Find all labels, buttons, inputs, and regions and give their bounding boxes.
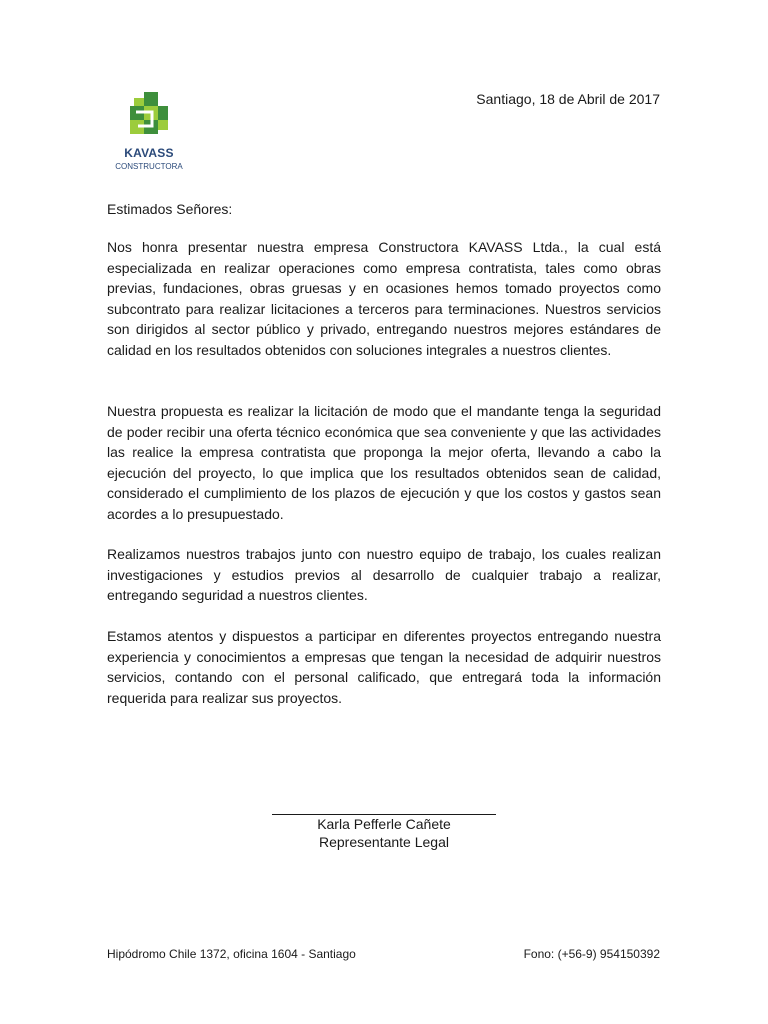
signatory-title: Representante Legal	[319, 834, 449, 850]
footer-phone: Fono: (+56-9) 954150392	[523, 947, 660, 961]
paragraph-4: Estamos atentos y dispuestos a participar en diferentes proyectos entregando nuestra experiencia y conocimientos a empresas que tengan la necesidad de adquirir nuestros servicios, contando con el personal calificado, que entregará toda la información requerida para realizar sus proyectos.	[107, 628, 661, 706]
paragraph-2: Nuestra propuesta es realizar la licitación de modo que el mandante tenga la seguridad de poder recibir una oferta técnico económica que sea conveniente y que las actividades las realice la empresa contratista que proponga la mejor oferta, llevando a cabo la ejecución del proyecto, lo que implica que los resultados obtenidos sean de calidad, considerado el cumplimiento de los plazos de ejecución y que los costos y gastos sean acordes a lo presupuestado.	[107, 403, 661, 522]
company-logo	[108, 90, 190, 180]
signature-block	[260, 800, 508, 851]
logo-subtitle: CONSTRUCTORA	[115, 162, 183, 171]
kavass-logo-icon	[108, 90, 190, 146]
paragraph-3: Realizamos nuestros trabajos junto con nuestro equipo de trabajo, los cuales realizan investigaciones y estudios previos al desarrollo de cualquier trabajo a realizar, entregando seguridad a nuestros clientes.	[107, 546, 661, 603]
paragraph-1: Nos honra presentar nuestra empresa Constructora KAVASS Ltda., la cual está especializada en realizar operaciones como empresa contratista, tales como obras previas, fundaciones, obras gruesas y en ocasiones hemos tomado proyectos como subcontrato para realizar licitaciones a terceros para terminaciones. Nuestros servicios son dirigidos al sector público y privado, entregando nuestros mejores estándares de calidad en los resultados obtenidos con soluciones integrales a nuestros clientes.	[107, 239, 661, 358]
greeting: Estimados Señores:	[107, 201, 233, 217]
signatory-name: Karla Pefferle Cañete	[317, 816, 451, 832]
letter-date: Santiago, 18 de Abril de 2017	[476, 91, 660, 107]
logo-name: KAVASS	[124, 146, 174, 160]
footer-address: Hipódromo Chile 1372, oficina 1604 - Santiago	[107, 947, 356, 961]
signature-line	[272, 800, 496, 815]
